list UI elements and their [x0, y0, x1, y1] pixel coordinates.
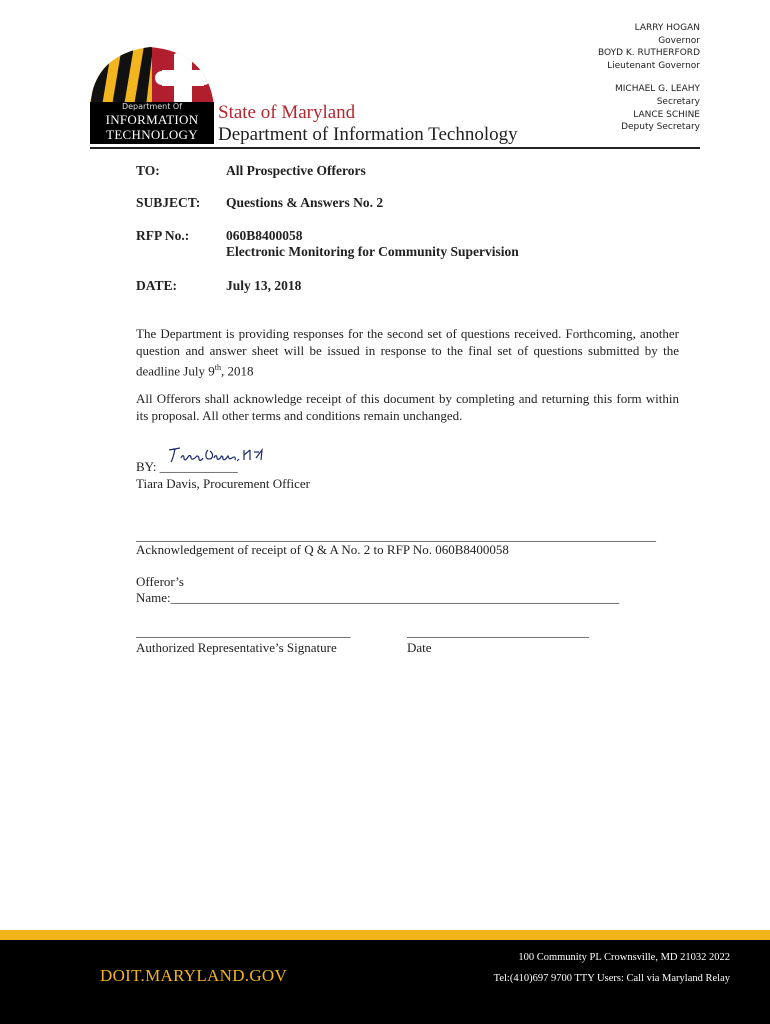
logo-line1: INFORMATION [105, 112, 199, 127]
offeror-name-field[interactable]: Name:_____________________________________________________________________ [136, 590, 620, 605]
secretary-title: Secretary [656, 96, 700, 107]
date-label: DATE: [136, 278, 178, 293]
acknowledgement-line[interactable]: ________________________________________________________________________________ [136, 528, 656, 543]
footer-website-link[interactable]: DOIT.MARYLAND.GOV [100, 966, 288, 985]
to-value: All Prospective Offerors [226, 163, 366, 178]
subject-value: Questions & Answers No. 2 [226, 195, 384, 210]
governor-name: LARRY HOGAN [634, 23, 700, 33]
footer-gold-bar [0, 930, 770, 940]
para1-year: , 2018 [220, 363, 254, 379]
doit-logo [90, 46, 216, 144]
acknowledgement-text: Acknowledgement of receipt of Q & A No. 2 to RFP No. 060B8400058 [136, 542, 509, 557]
rfp-title: Electronic Monitoring for Community Supervision [226, 244, 519, 259]
deputy-name: LANCE SCHINE [633, 109, 700, 120]
date-field[interactable]: ____________________________ [407, 624, 589, 639]
department-heading: Department of Information Technology [218, 124, 518, 145]
rfp-number: 060B8400058 [226, 228, 303, 243]
date-field-label: Date [407, 640, 432, 655]
deputy-title: Deputy Secretary [621, 122, 700, 133]
logo-line2: TECHNOLOGY [106, 127, 198, 142]
body-paragraph-1 [136, 325, 679, 379]
para1-text: The Department is providing responses for the second set of questions received. Forthcoming, another question and answer sheet will be issued in response to the final set of questions submitted by the deadline July 9 [136, 326, 679, 379]
body-paragraph-2: All Offerors shall acknowledge receipt of this document by completing and returning this form within its proposal. All other terms and conditions remain unchanged. [136, 391, 679, 423]
by-label: BY: [136, 459, 157, 474]
state-heading: State of Maryland [218, 102, 356, 123]
secretary-name: MICHAEL G. LEAHY [614, 84, 700, 95]
lt-governor-name: BOYD K. RUTHERFORD [597, 48, 700, 59]
lt-governor-title: Lieutenant Governor [607, 60, 700, 71]
to-label: TO: [136, 163, 160, 178]
subject-label: SUBJECT: [136, 195, 201, 210]
header-rule [90, 147, 700, 149]
logo-dept-of: Department Of [121, 102, 183, 111]
signature-field[interactable]: _________________________________ [136, 624, 351, 639]
offeror-label: Offeror’s [136, 574, 184, 589]
by-line [136, 459, 238, 475]
rfp-label: RFP No.: [136, 228, 190, 243]
signer-name: Tiara Davis, Procurement Officer [136, 476, 311, 491]
para1-superscript: th [214, 363, 221, 372]
officials-block [598, 22, 700, 134]
date-value: July 13, 2018 [226, 278, 302, 293]
footer-contact: Tel:(410)697 9700 TTY Users: Call via Maryland Relay [493, 973, 730, 984]
by-underline: ____________ [159, 459, 238, 474]
signature-label: Authorized Representative’s Signature [136, 640, 337, 655]
governor-title: Governor [658, 35, 700, 46]
footer-address: 100 Community PL Crownsville, MD 21032 2022 [518, 952, 730, 963]
